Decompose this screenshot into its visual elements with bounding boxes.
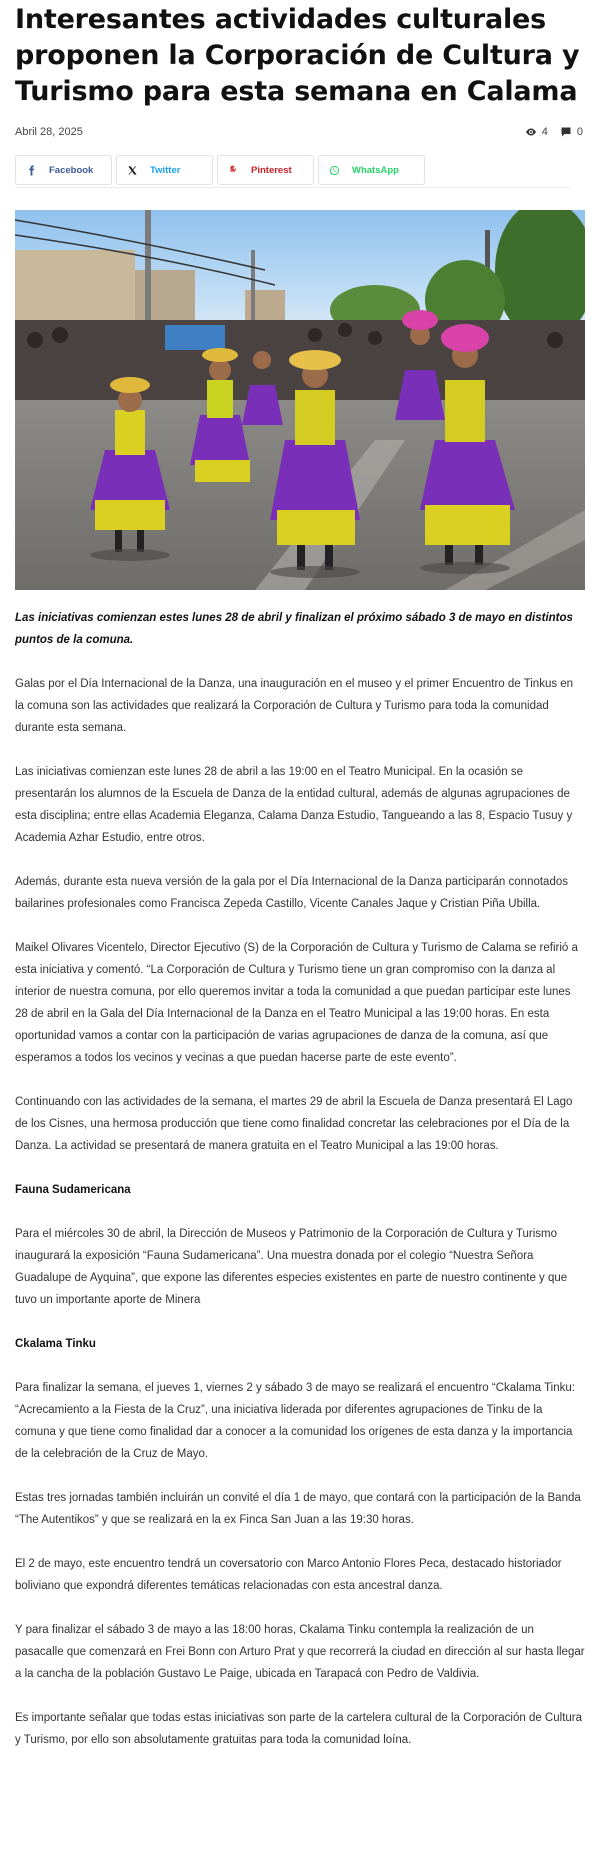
hero-image [15, 210, 585, 590]
x-icon [127, 165, 138, 176]
paragraph: Las iniciativas comienzan este lunes 28 de abril a las 19:00 en el Teatro Municipal. En la ocasión se presentarán los alumnos de la Escuela de Danza de la entidad cultural, además de algunas agrupaciones de esta disciplina; entre ellas Academia Eleganza, Calama Danza Estudio, Tangueando a las 8, Espacio Tusuy y Academia Azhar Estudio, entre otros. [15, 766, 573, 844]
share-whatsapp-button[interactable] [318, 155, 425, 185]
paragraph: Maikel Olivares Vicentelo, Director Ejecutivo (S) de la Corporación de Cultura y Turismo de Calama se refirió a esta iniciativa y comentó. “La Corporación de Cultura y Turismo tiene un gran compromiso con la danza al interior de nuestra comuna, por ello queremos invitar a toda la comunidad a que puedan participar este lunes 28 de abril en la Gala del Día Internacional de la Danza en el Teatro Municipal a las 19:00 horas. En esta oportunidad vamos a contar con la participación de varias agrupaciones de danza de la comuna, así que esperamos a todos los vecinos y vecinas a que puedan hacerse parte de este evento”. [15, 942, 578, 1064]
share-bar [15, 155, 570, 188]
article-body [15, 607, 585, 1751]
share-facebook-label: Facebook [49, 164, 94, 176]
paragraph: Para finalizar la semana, el jueves 1, viernes 2 y sábado 3 de mayo se realizará el encuentro “Ckalama Tinku: “Acrecamiento a la Fiesta de la Cruz”, una iniciativa liderada por diferentes agrupaciones de Tinku de la comuna y que tiene como finalidad dar a conocer a la comunidad los orígenes de esta danza y la importancia de la celebración de la Cruz de Mayo. [15, 1382, 575, 1460]
paragraph: Estas tres jornadas también incluirán un convité el día 1 de mayo, que contará con la participación de la Banda “The Autentikos” y que se realizará en la ex Finca San Juan a las 19:30 horas. [15, 1492, 581, 1526]
share-pinterest-label: Pinterest [251, 164, 292, 176]
share-twitter-button[interactable] [116, 155, 213, 185]
share-pinterest-button[interactable] [217, 155, 314, 185]
article-stats [525, 126, 585, 138]
comments-count[interactable] [560, 126, 583, 138]
eye-icon [525, 126, 537, 138]
paragraph: El 2 de mayo, este encuentro tendrá un coversatorio con Marco Antonio Flores Peca, destacado historiador boliviano que expondrá diferentes temáticas relacionadas con esta ancestral danza. [15, 1558, 562, 1592]
paragraph: Es importante señalar que todas estas iniciativas son parte de la cartelera cultural de la Corporación de Cultura y Turismo, por ello son absolutamente gratuitas para toda la comunidad loína. [15, 1712, 583, 1746]
paragraph: Para el miércoles 30 de abril, la Dirección de Museos y Patrimonio de la Corporación de Cultura y Turismo inaugurará la exposición “Fauna Sudamericana”. Una muestra donada por el colegio “Nuestra Señora Guadalupe de Ayquina”, que expone las diferentes especies existentes en parte de nuestro continente y que tuvo un importante aporte de Minera [15, 1228, 568, 1306]
views-count [525, 126, 548, 138]
paragraph: Y para finalizar el sábado 3 de mayo a las 18:00 horas, Ckalama Tinku contempla la realización de un pasacalle que comenzará en Frei Bonn con Arturo Prat y que recorrerá la ciudad en dirección al sur hasta llegar a la cancha de la población Gustavo Le Paige, ubicada en Tarapacá con Pedro de Valdivia. [15, 1624, 585, 1680]
share-twitter-label: Twitter [150, 164, 181, 176]
comments-value: 0 [576, 126, 583, 138]
article-title: Interesantes actividades culturales proponen la Corporación de Cultura y Turismo para esta semana en Calama [15, 4, 580, 107]
share-facebook-button[interactable] [15, 155, 112, 185]
paragraph: Galas por el Día Internacional de la Danza, una inauguración en el museo y el primer Encuentro de Tinkus en la comuna son las actividades que realizará la Corporación de Cultura y Turismo para toda la comunidad durante esta semana. [15, 678, 574, 734]
comment-icon [560, 126, 572, 138]
whatsapp-icon [329, 165, 340, 176]
views-value: 4 [541, 126, 548, 138]
publish-date: Abril 28, 2025 [15, 126, 83, 138]
paragraph: Continuando con las actividades de la semana, el martes 29 de abril la Escuela de Danza presentará El Lago de los Cisnes, una hermosa producción que tiene como finalidad concretar las celebraciones por el Día de la Danza. La actividad se presentará de manera gratuita en el Teatro Municipal a las 19:00 horas. [15, 1096, 573, 1152]
pinterest-icon [228, 165, 239, 176]
facebook-icon [26, 165, 37, 176]
article-meta [15, 119, 585, 145]
section-heading: Fauna Sudamericana [15, 1184, 131, 1196]
share-whatsapp-label: WhatsApp [352, 164, 399, 176]
article-lead: Las iniciativas comienzan estes lunes 28 de abril y finalizan el próximo sábado 3 de mayo en distintos puntos de la comuna. [15, 612, 573, 646]
paragraph: Además, durante esta nueva versión de la gala por el Día Internacional de la Danza participarán connotados bailarines profesionales como Francisca Zepeda Castillo, Vicente Canales Jaque y Cristian Piña Ubilla. [15, 876, 568, 910]
section-heading: Ckalama Tinku [15, 1338, 96, 1350]
dancers-photo [15, 210, 585, 590]
